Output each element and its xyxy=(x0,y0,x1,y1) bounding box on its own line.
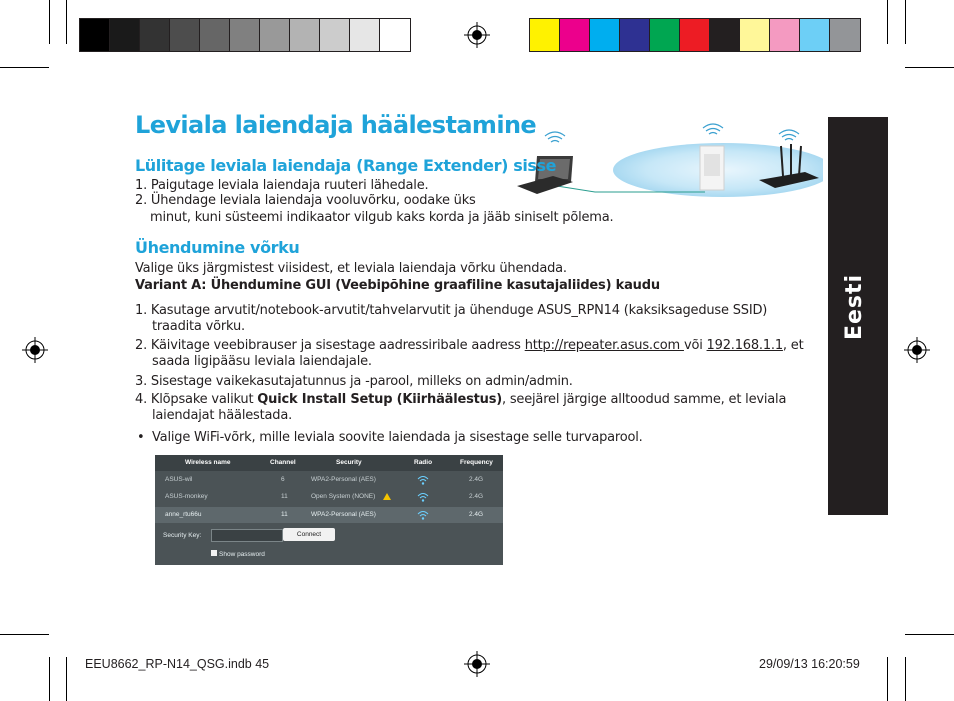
gray-color-bar xyxy=(79,18,411,52)
color-swatch xyxy=(710,19,740,51)
crop-mark xyxy=(0,634,49,635)
show-password-checkbox[interactable] xyxy=(211,550,217,556)
wireless-name-cell: ASUS-monkey xyxy=(165,493,208,500)
step-text xyxy=(135,391,786,408)
step-text: 1. Paigutage leviala laiendaja ruuteri lähedale. xyxy=(135,178,429,193)
step-text: minut, kuni süsteemi indikaator vilgub kaks korda ja jääb siniselt põlema. xyxy=(150,210,614,225)
step2-start: 2. Käivitage veebibrauser ja sisestage aadressiribale aadress xyxy=(135,338,525,353)
color-swatch xyxy=(230,19,260,51)
color-swatch xyxy=(290,19,320,51)
repeater-url-link[interactable]: http://repeater.asus.com xyxy=(524,338,684,353)
color-swatch xyxy=(740,19,770,51)
step2-end: , et xyxy=(782,338,804,353)
crop-mark xyxy=(887,657,888,701)
color-swatch xyxy=(80,19,110,51)
step2-mid: või xyxy=(683,338,707,353)
bullet-mark: • xyxy=(137,430,145,445)
color-swatch xyxy=(140,19,170,51)
header-frequency: Frequency xyxy=(460,459,493,466)
crop-mark xyxy=(49,657,50,701)
color-swatch xyxy=(680,19,710,51)
footer-date: 29/09/13 16:20:59 xyxy=(759,657,860,671)
step-text xyxy=(135,337,803,354)
crop-mark xyxy=(0,67,49,68)
wifi-signal-icon xyxy=(417,491,429,503)
security-cell: WPA2-Personal (AES) xyxy=(311,511,376,518)
step1-bold: 1. Kasutage arvutit/notebook-arvutit/tahvelarvutit ja ühenduge ASUS_RPN14 xyxy=(135,303,620,318)
security-key-label: Security Key: xyxy=(163,532,202,539)
color-swatch xyxy=(350,19,380,51)
table-row-selected[interactable] xyxy=(155,507,503,523)
wifi-signal-icon xyxy=(545,124,799,142)
color-swatch xyxy=(320,19,350,51)
range-extender-icon xyxy=(700,146,724,190)
color-swatch xyxy=(560,19,590,51)
color-swatch xyxy=(110,19,140,51)
show-password-label: Show password xyxy=(219,551,265,558)
color-swatch xyxy=(380,19,410,51)
wireless-name-cell: ASUS-wil xyxy=(165,476,193,483)
connect-button[interactable]: Connect xyxy=(283,528,335,541)
wireless-network-table xyxy=(155,455,503,565)
color-swatch xyxy=(770,19,800,51)
ip-address-link[interactable]: 192.168.1.1 xyxy=(706,338,783,353)
color-swatch xyxy=(170,19,200,51)
color-swatch xyxy=(530,19,560,51)
crop-mark xyxy=(905,634,954,635)
crop-mark xyxy=(905,657,906,701)
step-text xyxy=(135,302,767,319)
color-swatch xyxy=(260,19,290,51)
step-text: 2. Ühendage leviala laiendaja vooluvõrku, oodake üks xyxy=(135,193,476,208)
step-text: saada ligipääsu leviala laiendajale. xyxy=(152,354,372,369)
color-swatch xyxy=(200,19,230,51)
wireless-name-cell: anne_rtu66u xyxy=(165,511,202,518)
section-heading-connect: Ühendumine võrku xyxy=(135,238,300,257)
step-text: traadita võrku. xyxy=(152,319,245,334)
variant-heading: Variant A: Ühendumine GUI (Veebipõhine graafiline kasutajaliides) kaudu xyxy=(135,278,660,293)
crop-mark xyxy=(905,0,906,44)
crop-mark xyxy=(905,67,954,68)
step1-rest: (kaksiksageduse SSID) xyxy=(619,303,768,318)
color-swatch xyxy=(650,19,680,51)
frequency-cell: 2.4G xyxy=(469,511,484,518)
page-title: Leviala laiendaja häälestamine xyxy=(135,111,537,139)
crop-mark xyxy=(49,0,50,44)
frequency-cell: 2.4G xyxy=(469,493,484,500)
bullet-text: Valige WiFi-võrk, mille leviala soovite laiendada ja sisestage selle turvaparool. xyxy=(152,430,643,445)
step4-start: 4. Klõpsake valikut xyxy=(135,392,258,407)
color-swatch xyxy=(620,19,650,51)
step-text: 3. Sisestage vaikekasutajatunnus ja -parool, milleks on admin/admin. xyxy=(135,374,573,389)
crop-mark xyxy=(66,657,67,701)
crop-mark xyxy=(887,0,888,44)
intro-text: Valige üks järgmistest viisidest, et leviala laiendaja võrku ühendada. xyxy=(135,261,567,276)
color-bar xyxy=(529,18,861,52)
table-header xyxy=(155,455,503,471)
table-row[interactable] xyxy=(155,489,503,505)
footer-file-info: EEU8662_RP-N14_QSG.indb 45 xyxy=(85,657,270,671)
channel-cell: 6 xyxy=(281,476,285,483)
header-security: Security xyxy=(336,459,362,466)
security-key-input[interactable] xyxy=(211,529,283,542)
language-label: Eesti xyxy=(842,273,867,341)
section-heading-power: Lülitage leviala laiendaja (Range Extender) sisse xyxy=(135,156,557,175)
channel-cell: 11 xyxy=(281,511,288,518)
color-swatch xyxy=(590,19,620,51)
header-wireless-name: Wireless name xyxy=(185,459,231,466)
crop-mark xyxy=(66,0,67,44)
security-cell: Open System (NONE) xyxy=(311,493,376,500)
warning-icon xyxy=(383,493,391,500)
header-radio: Radio xyxy=(414,459,433,466)
color-swatch xyxy=(800,19,830,51)
language-side-tab xyxy=(828,117,888,515)
color-swatch xyxy=(830,19,860,51)
table-row[interactable] xyxy=(155,472,503,488)
step4-end: , seejärel järgige alltoodud samme, et leviala xyxy=(501,392,787,407)
wifi-signal-icon xyxy=(417,509,429,521)
security-cell: WPA2-Personal (AES) xyxy=(311,476,376,483)
wifi-signal-icon xyxy=(417,474,429,486)
frequency-cell: 2.4G xyxy=(469,476,484,483)
quick-install-setup-label: Quick Install Setup (Kiirhäälestus) xyxy=(257,392,502,407)
registration-mark-icon xyxy=(904,337,930,363)
step-text: laiendajat häälestada. xyxy=(152,408,293,423)
channel-cell: 11 xyxy=(281,493,288,500)
header-channel: Channel xyxy=(270,459,296,466)
registration-mark-icon xyxy=(464,22,490,48)
registration-mark-icon xyxy=(464,651,490,677)
registration-mark-icon xyxy=(22,337,48,363)
